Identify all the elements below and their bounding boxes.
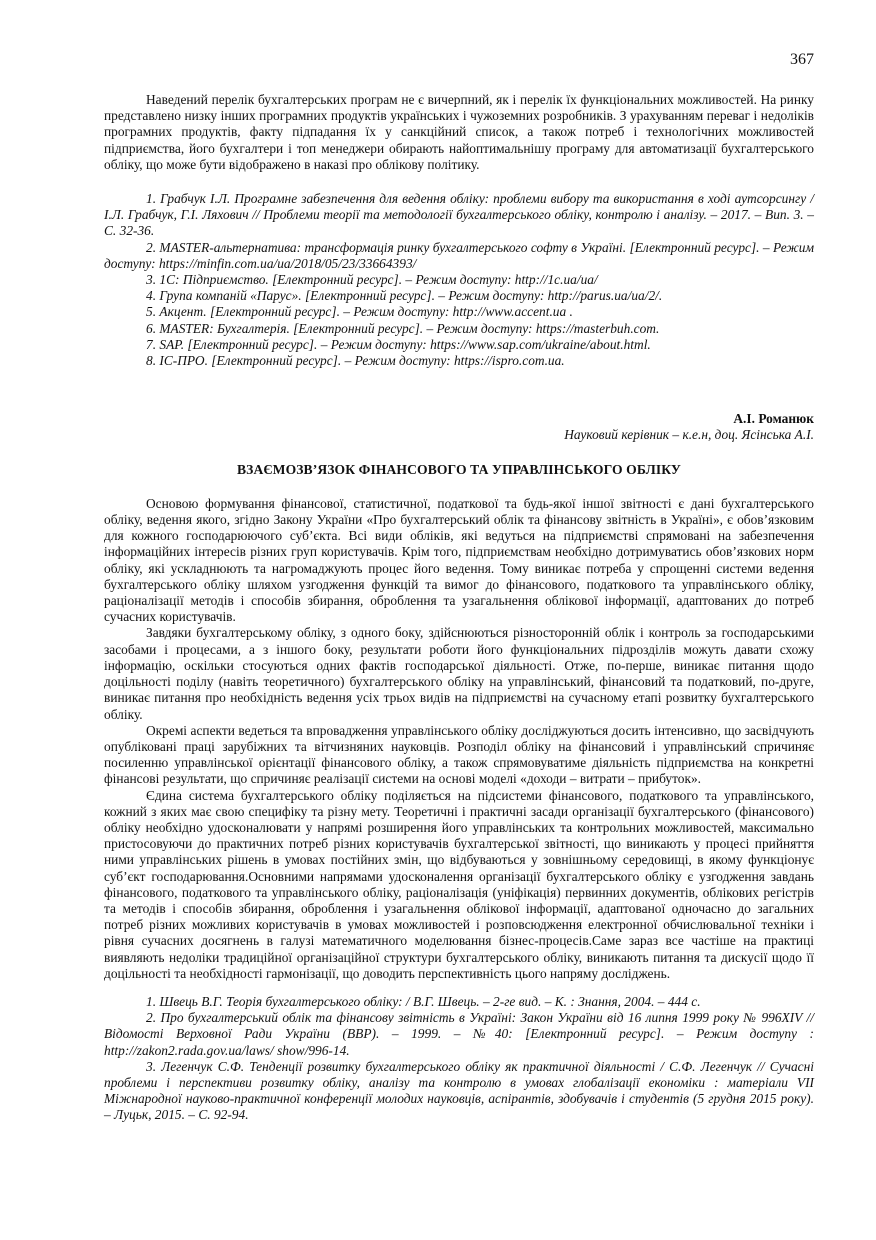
page-number: 367 (790, 51, 814, 68)
reference-item: 6. MASTER: Бухгалтерія. [Електронний ресурс]. – Режим доступу: https://masterbuh.com. (146, 320, 660, 336)
body-paragraph: Основою формування фінансової, статистичної, податкової та будь-якої іншої звітності є дані бухгалтерського обліку, ведення якого, згідно Закону України «Про бухгалтерський облік та фінансову звітність в Україні», є обов’язковим для кожного господарюючого суб’єкта. Всі види обліків, які ведуться на підприємстві спрямовані на забезпечення інформаційних інтересів різних груп користувачів. Крім того, підприємствам необхідно дотримуватись обов’язкових норм обліку, які ускладнюють та нагромаджують процес його ведення. Тому виникає потреба у спрощенні системи ведення бухгалтерського обліку шляхом узгодження функцій та вимог до фінансового, податкового та управлінського обліку, раціоналізації методів і способів збирання, оброблення та узагальнення облікової інформації, адаптованих до потреб сучасних користувачів. (104, 495, 814, 625)
author-name: А.І. Романюк (733, 411, 814, 427)
reference-item: 1. Швець В.Г. Теорія бухгалтерського обліку: / В.Г. Швець. – 2-ге вид. – К. : Знання, 2004. – 444 с. (146, 993, 701, 1009)
references-list-2 (104, 994, 814, 1124)
scientific-supervisor: Науковий керівник – к.е.н, доц. Ясінська А.І. (564, 427, 814, 443)
body-paragraph: Єдина система бухгалтерського обліку поділяється на підсистеми фінансового, податкового та управлінського, кожний з яких має свою специфіку та різну мету. Теоретичні і практичні засади організації бухгалтерського (фінансового) обліку необхідно удосконалювати у напрямі розширення його управлінських та контрольних можливостей, максимально пристосовуючи до практичних потреб різних користувачів бухгалтерської звітності, що виникають у процесі прийняття ними управлінських рішень в умовах постійних змін, що відбуваються у зовнішньому середовищі, в якому функціонує суб’єкт господарювання.Основними напрямами удосконалення організації бухгалтерського обліку є узгодження завдань фінансового, податкового та управлінського обліку, раціоналізація (уніфікація) первинних документів, облікових регістрів та методів і способів збирання, оброблення і узагальнення облікової інформації, адаптованої одночасно до загальних потреб різних можливих користувачів в умовах можливостей і розповсюдження електронної обчислювальної техніки і рівня сучасних досягнень в галузі математичного моделювання бізнес-процесів.Саме зараз все частіше на практиці виявляють недоліки традиційної організаційної структури бухгалтерського обліку, виникають питання та дискусії щодо її доцільності та необхідності гармонізації, що доводить перспективність цього напряму досліджень. (104, 787, 814, 981)
reference-item: 2. MASTER-альтернатива: трансформація ринку бухгалтерського софту в Україні. [Електронний ресурс]. – Режим доступу: https://minfin.com.ua/ua/2018/05/23/33664393/ (104, 239, 814, 271)
article-body (104, 496, 814, 982)
reference-item: 1. Грабчук І.Л. Програмне забезпечення для ведення обліку: проблеми вибору та використання в ході аутсорсингу / І.Л. Грабчук, Г.І. Ляхович // Проблеми теорії та методології бухгалтерського обліку, контролю і аналізу. – 2017. – Вип. 3. – С. 32-36. (104, 191, 814, 239)
reference-item: 5. Акцент. [Електронний ресурс]. – Режим доступу: http://www.accent.ua . (146, 304, 573, 320)
page-content (104, 92, 814, 1124)
references-list-1 (104, 191, 814, 369)
reference-item: 2. Про бухгалтерський облік та фінансову звітність в Україні: Закон України від 16 липня 1999 року № 996XIV // Відомості Верховної Ради України (ВВР). – 1999. – №40: [Електронний ресурс]. – Режим доступу : http://zakon2.rada.gov.ua/laws/ show/996-14. (104, 1010, 814, 1058)
intro-paragraph: Наведений перелік бухгалтерських програм не є вичерпний, як і перелік їх функціональних можливостей. На ринку представлено низку інших програмних продуктів українських і чужоземних розробників. З урахуванням переваг і недоліків програмних продуктів, факту підпадання їх у санкційний список, а також потреб і технологічних можливостей підприємства, його бухгалтери і топ менеджери обирають найоптимальнішу програму для автоматизації бухгалтерського обліку, що може бути відображено в наказі про облікову політику. (104, 92, 814, 172)
article-title: ВЗАЄМОЗВ’ЯЗОК ФІНАНСОВОГО ТА УПРАВЛІНСЬКОГО ОБЛІКУ (237, 461, 681, 477)
reference-item: 4. Група компаній «Парус». [Електронний ресурс]. – Режим доступу: http://parus.ua/ua/2/. (146, 288, 663, 304)
body-paragraph: Окремі аспекти ведеться та впровадження управлінського обліку досліджуються досить інтенсивно, що засвідчують опубліковані праці зарубіжних та вітчизняних науковців. Розподіл обліку на фінансовий і управлінський спричиняє посиленню управлінської орієнтації фінансового обліку, а також спрямовуватиме діяльність підприємства на конкретні фінансові результати, що спричиняє реалізації системи на основі моделі «доходи – витрати – прибуток». (104, 722, 814, 787)
body-paragraph: Завдяки бухгалтерському обліку, з одного боку, здійснюються різносторонній облік і контроль за господарськими засобами і процесами, а з іншого боку, результати роботи його функціональних підрозділів можуть давати схожу інформацію, оскільки стосуються одних фактів господарської діяльності. Отже, по-перше, виникає питання щодо доцільності поділу (навіть теоретичного) бухгалтерського обліку на управлінський, фінансовий та податковий, по-друге, виникає питання про необхідність ведення усіх трьох видів на підприємстві на сучасному етапі розвитку бухгалтерського обліку. (104, 625, 814, 722)
author-block (104, 411, 814, 443)
reference-item: 7. SAP. [Електронний ресурс]. – Режим доступу: https://www.sap.com/ukraine/about.html. (146, 336, 651, 352)
reference-item: 8. ІС-ПРО. [Електронний ресурс]. – Режим доступу: https://ispro.com.ua. (146, 353, 565, 369)
reference-item: 3. 1С: Підприємство. [Електронний ресурс]. – Режим доступу: http://1c.ua/ua/ (146, 272, 598, 288)
reference-item: 3. Легенчук С.Ф. Тенденції розвитку бухгалтерського обліку як практичної діяльності / С.Ф. Легенчук // Сучасні проблеми і перспективи розвитку обліку, аналізу та контролю в умовах глобалізації економіки : матеріали VII Міжнародної науково-практичної конференції молодих науковців, аспірантів, здобувачів і студентів (5 грудня 2015 року). – Луцьк, 2015. – С. 92-94. (104, 1058, 814, 1123)
